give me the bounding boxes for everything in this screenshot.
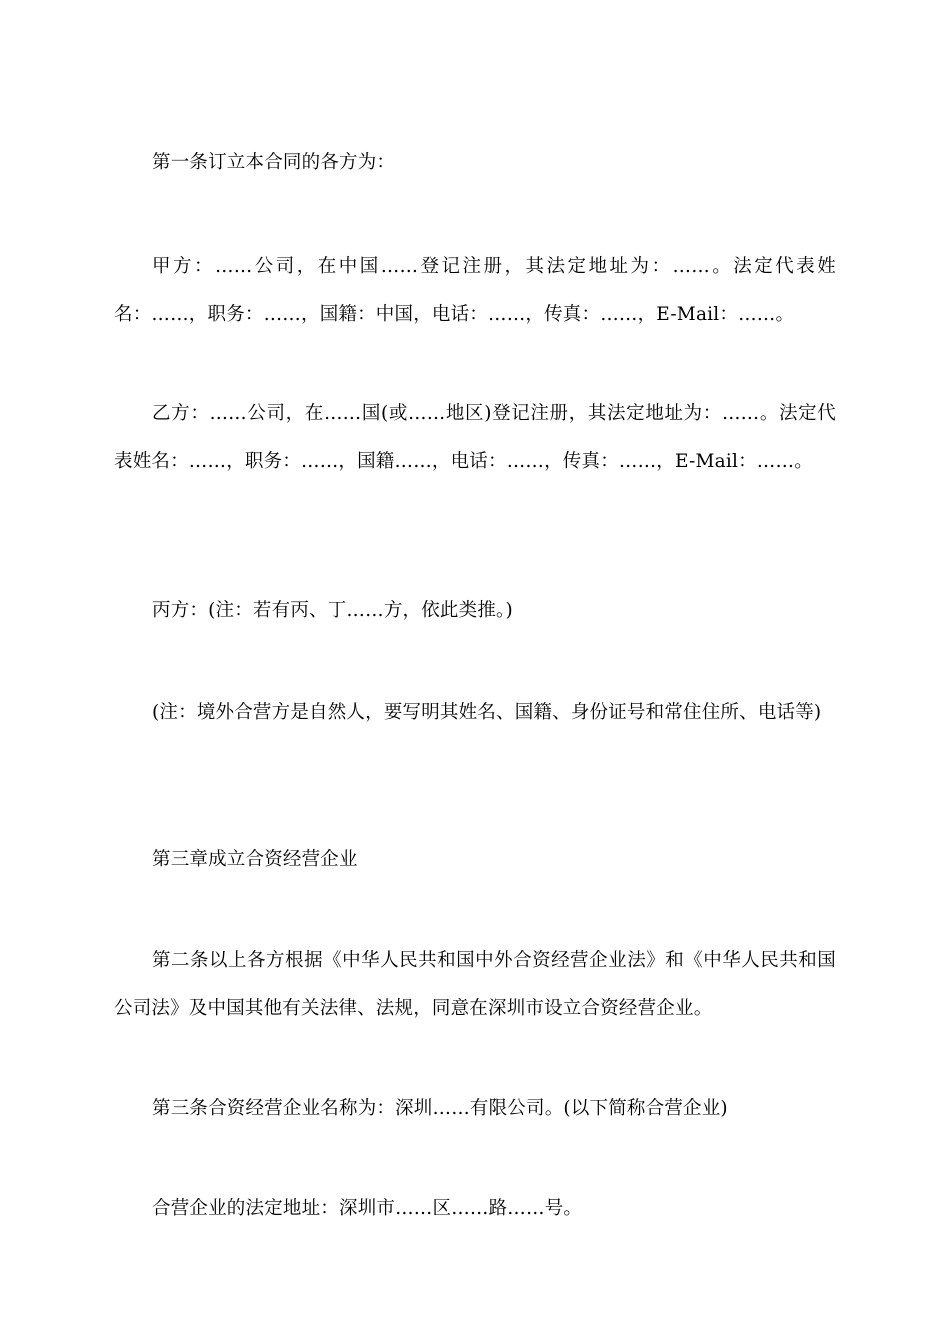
party-a-paragraph: 甲方：……公司，在中国……登记注册，其法定地址为：……。法定代表姓名：……，职务：……，国籍：中国，电话：……，传真：……，E-Mail：……。 — [114, 256, 836, 325]
foreign-party-note: (注：境外合营方是自然人，要写明其姓名、国籍、身份证号和常住住所、电话等) — [152, 702, 822, 723]
article-3-paragraph: 第三条合资经营企业名称为：深圳……有限公司。(以下简称合营企业) — [152, 1098, 728, 1119]
party-b-paragraph: 乙方：……公司，在……国(或……地区)登记注册，其法定地址为：……。法定代表姓名：……，职务：……，国籍……，电话：……，传真：……，E-Mail：……。 — [114, 403, 836, 472]
legal-address-paragraph: 合营企业的法定地址：深圳市……区……路……号。 — [152, 1198, 583, 1219]
article-1-heading: 第一条订立本合同的各方为： — [152, 152, 396, 173]
chapter-3-heading: 第三章成立合资经营企业 — [152, 849, 358, 870]
party-c-paragraph: 丙方：(注：若有丙、丁……方，依此类推。) — [152, 600, 513, 621]
article-2-paragraph: 第二条以上各方根据《中华人民共和国中外合资经营企业法》和《中华人民共和国公司法》及中国其他有关法律、法规，同意在深圳市设立合资经营企业。 — [114, 950, 836, 1019]
